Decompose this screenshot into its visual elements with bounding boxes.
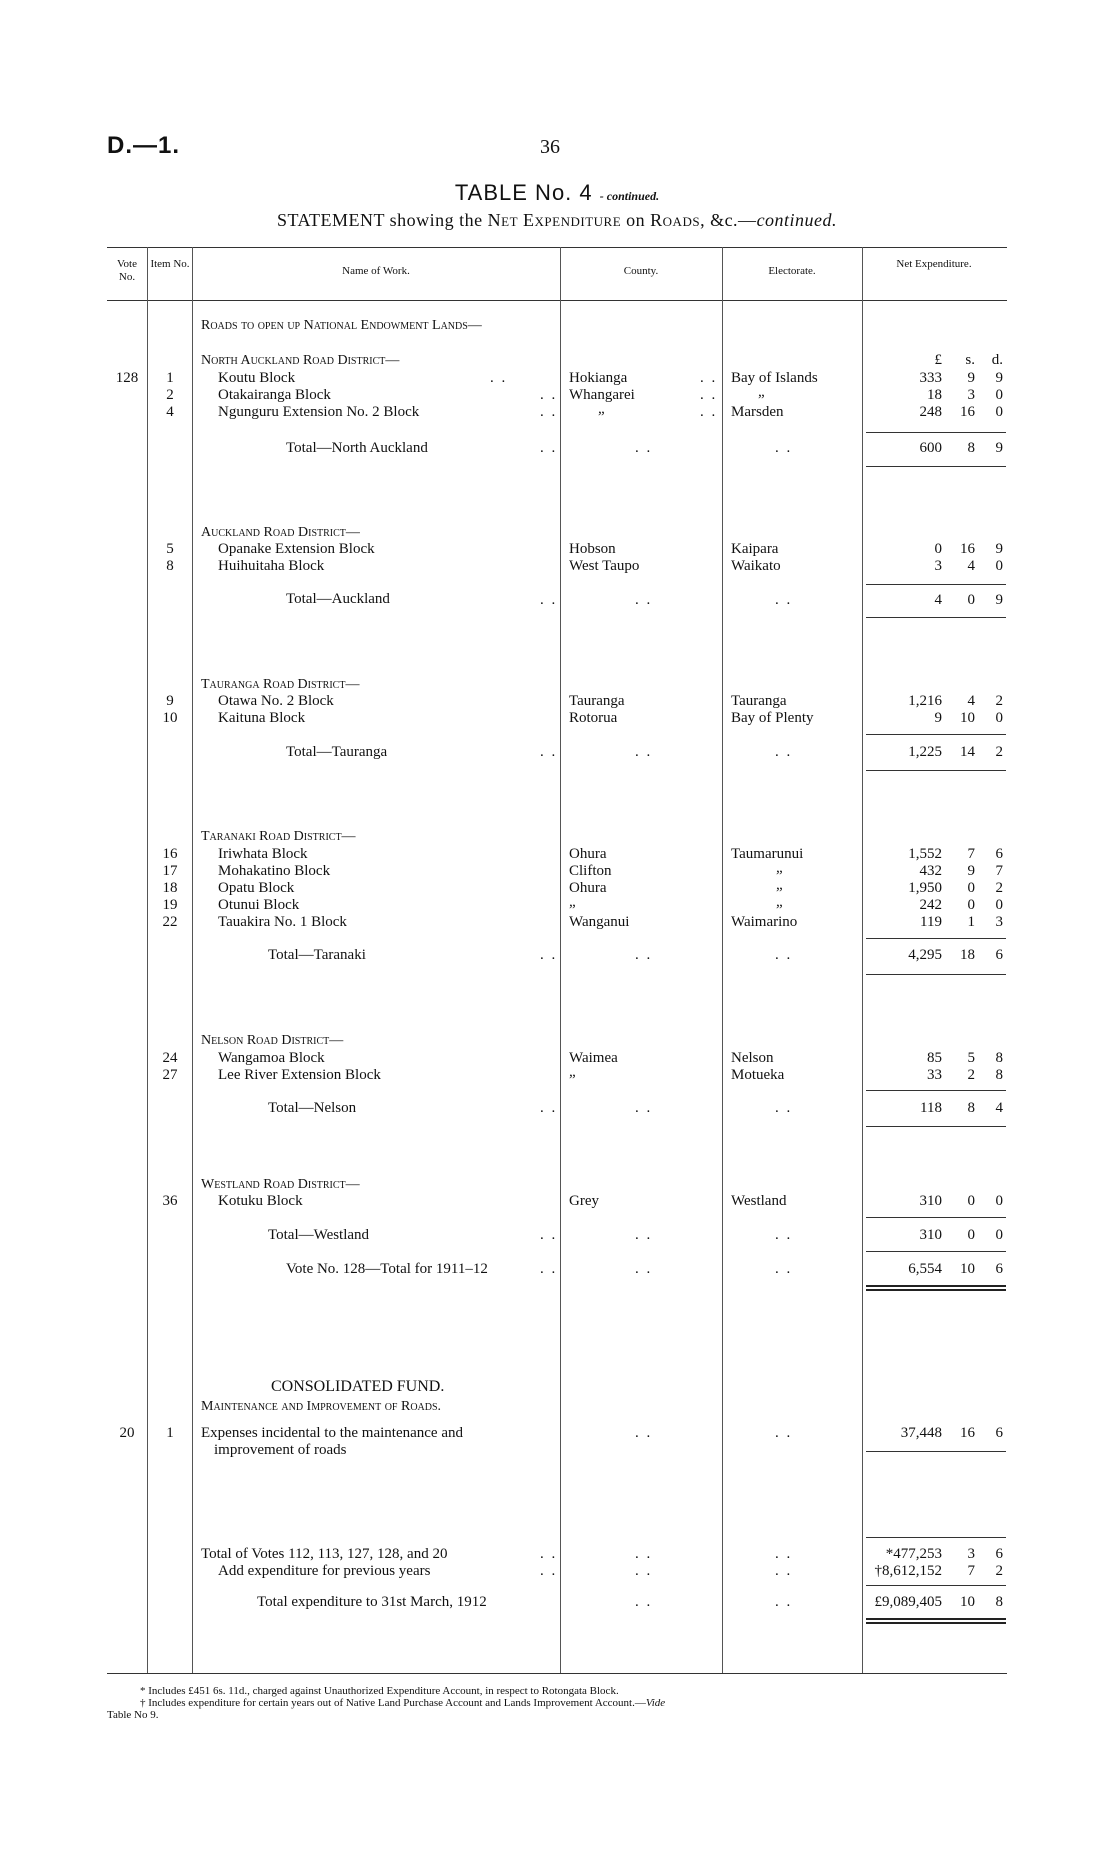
leader-dots: . .	[635, 744, 653, 760]
amount-pence: 3	[995, 914, 1003, 930]
electorate: Kaipara	[731, 541, 779, 557]
amount-pounds: 119	[920, 914, 942, 930]
item-number: 8	[166, 558, 174, 574]
column-divider	[862, 247, 863, 1673]
vote-number: 128	[115, 370, 139, 386]
money-header-pounds: £	[934, 352, 942, 368]
consolidated-subtitle: Maintenance and Improvement of Roads.	[201, 1399, 442, 1414]
amount-shillings: 7	[967, 1563, 975, 1579]
total-rule	[866, 1126, 1006, 1127]
amount-shillings: 0	[967, 1227, 975, 1243]
amount-shillings: 0	[967, 592, 975, 608]
electorate: „	[776, 877, 783, 893]
amount-pounds: 432	[919, 863, 942, 879]
column-divider	[147, 247, 148, 1673]
leader-dots: . .	[775, 1594, 793, 1610]
amount-shillings: 2	[967, 1067, 975, 1083]
amount-pence: 0	[995, 558, 1003, 574]
subtotal-rule	[866, 1537, 1006, 1538]
work-name: Wangamoa Block	[218, 1050, 325, 1066]
county: Ohura	[569, 880, 607, 896]
leader-dots: . .	[635, 1563, 653, 1579]
electorate: „	[776, 860, 783, 876]
footnote-2-continuation: Table No 9.	[107, 1709, 159, 1721]
amount-shillings: 10	[960, 1261, 975, 1277]
amount-shillings: 3	[967, 1546, 975, 1562]
amount-pounds: 333	[919, 370, 942, 386]
amount-pounds: 0	[934, 541, 942, 557]
amount-pounds: 1,225	[908, 744, 942, 760]
county: „	[569, 1064, 576, 1080]
leader-dots: . .	[635, 1425, 653, 1441]
amount-shillings: 16	[960, 404, 975, 420]
county: Hobson	[569, 541, 616, 557]
county: Clifton	[569, 863, 612, 879]
district-title: North Auckland Road District—	[201, 353, 400, 368]
amount-shillings: 7	[967, 846, 975, 862]
leader-dots: . .	[540, 592, 558, 608]
item-number: 22	[162, 914, 178, 930]
county: West Taupo	[569, 558, 640, 574]
amount-pence: 9	[995, 592, 1003, 608]
statement-part: continued.	[756, 210, 838, 230]
consolidated-line: improvement of roads	[214, 1442, 347, 1458]
district-title: Auckland Road District—	[201, 525, 360, 540]
amount-pounds: 3	[934, 558, 942, 574]
amount-pence: 6	[995, 947, 1003, 963]
amount-shillings: 0	[967, 1193, 975, 1209]
leader-dots: . .	[635, 947, 653, 963]
county: Ohura	[569, 846, 607, 862]
county: Tauranga	[569, 693, 625, 709]
amount-pounds: 248	[919, 404, 942, 420]
subtotal-rule	[866, 1585, 1006, 1586]
table-title	[0, 180, 1114, 206]
leader-dots: . .	[540, 1261, 558, 1277]
district-title: Taranaki Road District—	[201, 829, 356, 844]
leader-dots: . .	[775, 592, 793, 608]
item-number: 36	[162, 1193, 178, 1209]
vote-total-label: Vote No. 128—Total for 1911–12	[286, 1261, 488, 1277]
statement-part: STATEMENT showing the	[276, 210, 488, 230]
leader-dots: . .	[635, 1227, 653, 1243]
county: Wanganui	[569, 914, 630, 930]
leader-dots: . .	[775, 1563, 793, 1579]
item-number: 16	[162, 846, 178, 862]
leader-dots: . .	[540, 1227, 558, 1243]
amount-pounds: 310	[919, 1227, 942, 1243]
county: Hokianga	[569, 370, 628, 386]
total-rule	[866, 1451, 1006, 1452]
header-bottom-rule	[107, 300, 1007, 301]
amount-pence: 8	[995, 1050, 1003, 1066]
amount-pence: 9	[995, 440, 1003, 456]
work-name: Kaituna Block	[218, 710, 306, 726]
consolidated-line: Expenses incidental to the maintenance and	[201, 1425, 463, 1441]
item-number: 9	[166, 693, 174, 709]
amount-pounds: 6,554	[908, 1261, 942, 1277]
leader-dots: . .	[490, 370, 508, 386]
summary-votes-label: Total of Votes 112, 113, 127, 128, and 20	[201, 1546, 448, 1562]
subtotal-rule	[866, 584, 1006, 585]
item-number: 10	[162, 710, 178, 726]
work-name: Otunui Block	[218, 897, 300, 913]
leader-dots: . .	[540, 1546, 558, 1562]
subtotal-rule	[866, 432, 1006, 433]
money-header-pence: d.	[991, 352, 1003, 368]
item-number: 17	[162, 863, 178, 879]
item-number: 1	[166, 370, 174, 386]
work-name: Huihuitaha Block	[218, 558, 325, 574]
amount-pounds: 1,216	[908, 693, 942, 709]
amount-pounds: 118	[920, 1100, 942, 1116]
amount-shillings: 8	[967, 1100, 975, 1116]
column-header-vote: Vote No.	[117, 258, 137, 283]
leader-dots: . .	[635, 1594, 653, 1610]
amount-pence: 7	[995, 863, 1003, 879]
total-rule	[866, 617, 1006, 618]
amount-pence: 6	[995, 1261, 1003, 1277]
amount-pence: 2	[995, 1563, 1003, 1579]
total-label: Total—Tauranga	[286, 744, 388, 760]
statement-heading	[0, 210, 1114, 231]
amount-shillings: 8	[967, 440, 975, 456]
amount-pounds: 600	[919, 440, 942, 456]
amount-pounds: 9	[934, 710, 942, 726]
total-label: Total—Taranaki	[268, 947, 366, 963]
double-rule	[866, 1622, 1006, 1624]
electorate: Tauranga	[731, 693, 787, 709]
item-number: 19	[162, 897, 178, 913]
column-divider	[722, 247, 723, 1673]
amount-pounds: 37,448	[900, 1425, 942, 1441]
statement-part: , &c.—	[700, 210, 757, 230]
double-rule	[866, 1289, 1006, 1291]
amount-pence: 2	[995, 693, 1003, 709]
amount-pence: 0	[995, 1193, 1003, 1209]
amount-shillings: 5	[967, 1050, 975, 1066]
amount-pounds: 1,552	[908, 846, 942, 862]
amount-pence: 0	[995, 1227, 1003, 1243]
leader-dots: . .	[635, 592, 653, 608]
amount-pence: 8	[995, 1067, 1003, 1083]
amount-pounds: *477,253	[885, 1546, 942, 1562]
amount-shillings: 16	[960, 1425, 975, 1441]
amount-pence: 4	[995, 1100, 1003, 1116]
work-name: Otawa No. 2 Block	[218, 693, 334, 709]
page-number: 36	[540, 136, 560, 158]
work-name: Ngunguru Extension No. 2 Block	[218, 404, 420, 420]
amount-shillings: 10	[960, 1594, 975, 1610]
total-label: Total—Auckland	[286, 591, 390, 607]
footnote-2	[140, 1697, 665, 1709]
county: „	[569, 894, 576, 910]
item-number: 24	[162, 1050, 178, 1066]
amount-pence: 2	[995, 880, 1003, 896]
vote-number: 20	[119, 1425, 135, 1441]
amount-shillings: 1	[967, 914, 975, 930]
summary-prev-label: Add expenditure for previous years	[218, 1563, 431, 1579]
leader-dots: . .	[700, 404, 718, 420]
electorate: Motueka	[731, 1067, 785, 1083]
electorate: Taumarunui	[731, 846, 804, 862]
item-number: 18	[162, 880, 178, 896]
amount-pence: 0	[995, 897, 1003, 913]
leader-dots: . .	[635, 1261, 653, 1277]
amount-pounds: £9,089,405	[874, 1594, 942, 1610]
district-title: Tauranga Road District—	[201, 677, 360, 692]
column-header-county: County.	[623, 265, 659, 277]
amount-pounds: 4	[934, 592, 942, 608]
amount-pence: 0	[995, 404, 1003, 420]
statement-part: Roads	[650, 210, 701, 230]
work-name: Iriwhata Block	[218, 846, 308, 862]
amount-shillings: 10	[960, 710, 975, 726]
amount-pounds: 85	[927, 1050, 942, 1066]
amount-pence: 2	[995, 744, 1003, 760]
leader-dots: . .	[540, 404, 558, 420]
work-name: Lee River Extension Block	[218, 1067, 381, 1083]
total-label: Total—North Auckland	[286, 440, 428, 456]
money-header-shillings: s.	[965, 352, 975, 368]
amount-shillings: 4	[967, 693, 975, 709]
amount-pounds: 310	[919, 1193, 942, 1209]
work-name: Tauakira No. 1 Block	[218, 914, 347, 930]
column-header-expenditure: Net Expenditure.	[896, 258, 972, 270]
statement-part: Net Expenditure	[487, 210, 622, 230]
amount-pence: 0	[995, 710, 1003, 726]
statement-part: on	[621, 210, 651, 230]
amount-shillings: 14	[960, 744, 975, 760]
subtotal-rule	[866, 1090, 1006, 1091]
document-reference: D.—1.	[107, 132, 181, 159]
item-number: 27	[162, 1067, 178, 1083]
total-rule	[866, 466, 1006, 467]
amount-shillings: 3	[967, 387, 975, 403]
subtotal-rule	[866, 1217, 1006, 1218]
leader-dots: . .	[540, 947, 558, 963]
amount-pence: 0	[995, 387, 1003, 403]
electorate: Nelson	[731, 1050, 774, 1066]
leader-dots: . .	[635, 1100, 653, 1116]
total-rule	[866, 770, 1006, 771]
district-title: Nelson Road District—	[201, 1033, 344, 1048]
work-name: Opatu Block	[218, 880, 295, 896]
amount-shillings: 9	[967, 863, 975, 879]
item-number: 1	[166, 1425, 174, 1441]
amount-pounds: 242	[919, 897, 942, 913]
amount-shillings: 18	[960, 947, 975, 963]
work-name: Otakairanga Block	[218, 387, 331, 403]
footnote-2-text: † Includes expenditure for certain years out of Native Land Purchase Account and Lands Improvement Account.—	[140, 1697, 646, 1709]
amount-pounds: 4,295	[908, 947, 942, 963]
amount-pence: 9	[995, 370, 1003, 386]
electorate: Marsden	[731, 404, 784, 420]
leader-dots: . .	[775, 1546, 793, 1562]
amount-shillings: 0	[967, 880, 975, 896]
district-title: Westland Road District—	[201, 1177, 360, 1192]
county: „	[598, 401, 605, 417]
item-number: 5	[166, 541, 174, 557]
footnote-2-vide: Vide	[645, 1697, 666, 1709]
electorate: Bay of Islands	[731, 370, 818, 386]
leader-dots: . .	[775, 440, 793, 456]
item-number: 2	[166, 387, 174, 403]
leader-dots: . .	[540, 744, 558, 760]
electorate: Waimarino	[731, 914, 798, 930]
work-name: Koutu Block	[218, 370, 296, 386]
leader-dots: . .	[540, 440, 558, 456]
leader-dots: . .	[700, 370, 718, 386]
column-header-electorate: Electorate.	[768, 265, 816, 277]
amount-pence: 6	[995, 846, 1003, 862]
double-rule	[866, 1285, 1006, 1287]
item-number: 4	[166, 404, 174, 420]
work-name: Kotuku Block	[218, 1193, 303, 1209]
column-divider	[192, 247, 193, 1673]
electorate: „	[776, 894, 783, 910]
leader-dots: . .	[775, 947, 793, 963]
column-header-name: Name of Work.	[342, 265, 410, 277]
amount-shillings: 0	[967, 897, 975, 913]
work-name: Opanake Extension Block	[218, 541, 375, 557]
total-rule	[866, 1251, 1006, 1252]
total-label: Total—Nelson	[268, 1100, 357, 1116]
amount-shillings: 9	[967, 370, 975, 386]
leader-dots: . .	[635, 1546, 653, 1562]
county: Waimea	[569, 1050, 618, 1066]
double-rule	[866, 1618, 1006, 1620]
consolidated-title: CONSOLIDATED FUND.	[271, 1378, 445, 1395]
table-bottom-rule	[107, 1673, 1007, 1674]
electorate: Bay of Plenty	[731, 710, 814, 726]
leader-dots: . .	[775, 1100, 793, 1116]
subtotal-rule	[866, 734, 1006, 735]
electorate: Westland	[731, 1193, 787, 1209]
amount-pounds: 18	[927, 387, 942, 403]
total-label: Total—Westland	[268, 1227, 370, 1243]
leader-dots: . .	[540, 387, 558, 403]
leader-dots: . .	[635, 440, 653, 456]
total-rule	[866, 974, 1006, 975]
leader-dots: . .	[540, 1563, 558, 1579]
amount-shillings: 4	[967, 558, 975, 574]
leader-dots: . .	[775, 744, 793, 760]
work-name: Mohakatino Block	[218, 863, 331, 879]
section-heading: Roads to open up National Endowment Lands—	[201, 318, 482, 333]
grand-total-label: Total expenditure to 31st March, 1912	[257, 1594, 487, 1610]
amount-pence: 6	[995, 1546, 1003, 1562]
county: Rotorua	[569, 710, 618, 726]
amount-pounds: †8,612,152	[874, 1563, 942, 1579]
amount-pence: 8	[995, 1594, 1003, 1610]
table-top-rule	[107, 247, 1007, 248]
county: Grey	[569, 1193, 599, 1209]
leader-dots: . .	[540, 1100, 558, 1116]
leader-dots: . .	[775, 1227, 793, 1243]
table-title-text: TABLE No. 4	[454, 180, 593, 205]
leader-dots: . .	[700, 387, 718, 403]
amount-pence: 6	[995, 1425, 1003, 1441]
subtotal-rule	[866, 938, 1006, 939]
leader-dots: . .	[775, 1261, 793, 1277]
footnote-1: * Includes £451 6s. 11d., charged against Unauthorized Expenditure Account, in respect to Rotongata Block.	[140, 1685, 619, 1697]
table-title-continued: - continued.	[599, 189, 660, 203]
amount-shillings: 16	[960, 541, 975, 557]
electorate: „	[758, 384, 765, 400]
county: Whangarei	[569, 387, 635, 403]
leader-dots: . .	[775, 1425, 793, 1441]
electorate: Waikato	[731, 558, 781, 574]
column-header-item: Item No.	[150, 258, 190, 270]
amount-pence: 9	[995, 541, 1003, 557]
amount-pounds: 33	[927, 1067, 942, 1083]
amount-pounds: 1,950	[908, 880, 942, 896]
column-divider	[560, 247, 561, 1673]
